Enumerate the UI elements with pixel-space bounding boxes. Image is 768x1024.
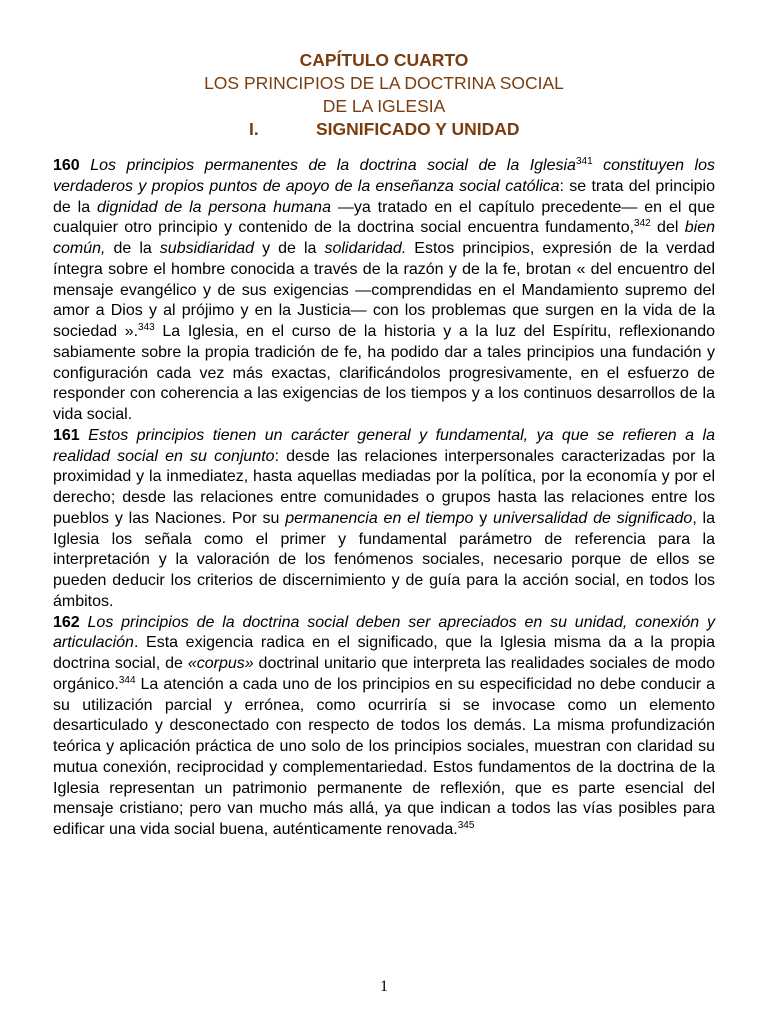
section-number: I. <box>249 119 259 139</box>
page-number: 1 <box>380 978 388 995</box>
chapter-heading <box>0 49 768 141</box>
italic-text: «corpus» <box>187 655 254 672</box>
body-text: Estos principios, expresión de la verdad íntegra sobre el hombre conocida a través de la razón y de la fe, brotan « del encuentro del mensaje evangélico y de sus exigencias —comprendidas en el Mandamiento supremo del amor a Dios y al prójimo y en la Justicia— con los problemas que surgen en la vida de la sociedad ». <box>53 240 716 340</box>
italic-text: constituyen los verdaderos y propios puntos de apoyo de la enseñanza social católica <box>53 157 716 195</box>
body-text: de la <box>105 240 160 257</box>
paragraph-162 <box>53 613 715 841</box>
document-body <box>53 156 715 841</box>
italic-text: universalidad de significado <box>493 509 693 527</box>
paragraph-number: 162 <box>53 613 80 631</box>
body-text: , la Iglesia los señala como el primer y fundamental parámetro de referencia para la interpretación y la valoración de los fenómenos sociales, necesario porque de ellos se pueden deducir los criterios de discernimiento y de guía para la acción social, en todos los ámbitos. <box>53 509 716 610</box>
footnote-ref-341: 341 <box>575 156 593 167</box>
section-title: SIGNIFICADO Y UNIDAD <box>316 119 520 139</box>
chapter-label: CAPÍTULO CUARTO <box>299 50 469 70</box>
body-text: —ya tratado en el capítulo precedente— en el que cualquier otro principio y contenido de la doctrina social encuentra fundamento, <box>53 198 716 237</box>
footnote-ref-343: 343 <box>138 322 155 333</box>
paragraph-160 <box>53 156 715 426</box>
paragraph-161 <box>53 426 715 613</box>
footnote-ref-344: 344 <box>118 674 136 686</box>
italic-text: Estos principios tienen un carácter general y fundamental, ya que se refieren a la realidad social en su conjunto <box>53 426 715 465</box>
body-text: y de la <box>254 240 325 257</box>
italic-text: permanencia en el tiempo <box>285 509 474 527</box>
body-text: . Esta exigencia radica en el significado, que la Iglesia misma da a la propia doctrina social, de <box>53 634 715 672</box>
italic-text: Los principios permanentes de la doctrina social de la Iglesia <box>90 157 576 174</box>
section-heading <box>0 118 768 141</box>
body-text: La atención a cada uno de los principios en su especificidad no debe conducir a su utilización parcial y errónea, como ocurriría si se invocase como un elemento desarticulado y desconectado con respecto de todos los demás. La misma profundización teórica y aplicación práctica de uno solo de los principios sociales, muestran con claridad su mutua conexión, reciprocidad y complementariedad. Estos fundamentos de la doctrina de la Iglesia representan un patrimonio permanente de reflexión, que es parte esencial del mensaje cristiano; pero van mucho más allá, ya que indican a todos las vías posibles para edificar una vida social buena, auténticamente renovada. <box>53 675 715 838</box>
body-text: del <box>650 219 685 237</box>
italic-text: Los principios de la doctrina social deben ser apreciados en su unidad, conexión y articulación <box>53 613 715 652</box>
paragraph-number: 161 <box>53 426 80 444</box>
chapter-title-line-1: LOS PRINCIPIOS DE LA DOCTRINA SOCIAL <box>204 73 564 93</box>
body-text: y <box>473 509 494 527</box>
italic-text: dignidad de la persona humana <box>97 198 331 216</box>
footnote-ref-342: 342 <box>634 218 651 230</box>
body-text: La Iglesia, en el curso de la historia y a la luz del Espíritu, reflexionando sabiamente sobre la propia tradición de fe, ha podido dar a tales principios una fundación y configuración cada vez más exactas, clarificándolos progresivamente, en el esfuerzo de responder con coherencia a las exigencias de los tiempos y a los continuos desarrollos de la vida social. <box>53 323 715 423</box>
body-text: : desde las relaciones interpersonales caracterizadas por la proximidad y la inmediatez, hasta aquellas mediadas por la política, por la economía y por el derecho; desde las relaciones entre comunidades o grupos hasta las relaciones entre los pueblos y las Naciones. Por su <box>53 447 715 527</box>
body-text: : se trata del principio de la <box>53 177 715 216</box>
body-text: doctrinal unitario que interpreta las realidades sociales de modo orgánico. <box>53 655 716 693</box>
chapter-title-line-2: DE LA IGLESIA <box>322 96 446 116</box>
italic-text: solidaridad. <box>324 240 407 257</box>
italic-text: bien común, <box>53 219 715 257</box>
italic-text: subsidiaridad <box>159 240 255 257</box>
paragraph-number: 160 <box>53 157 80 174</box>
footnote-ref-345: 345 <box>457 820 475 831</box>
